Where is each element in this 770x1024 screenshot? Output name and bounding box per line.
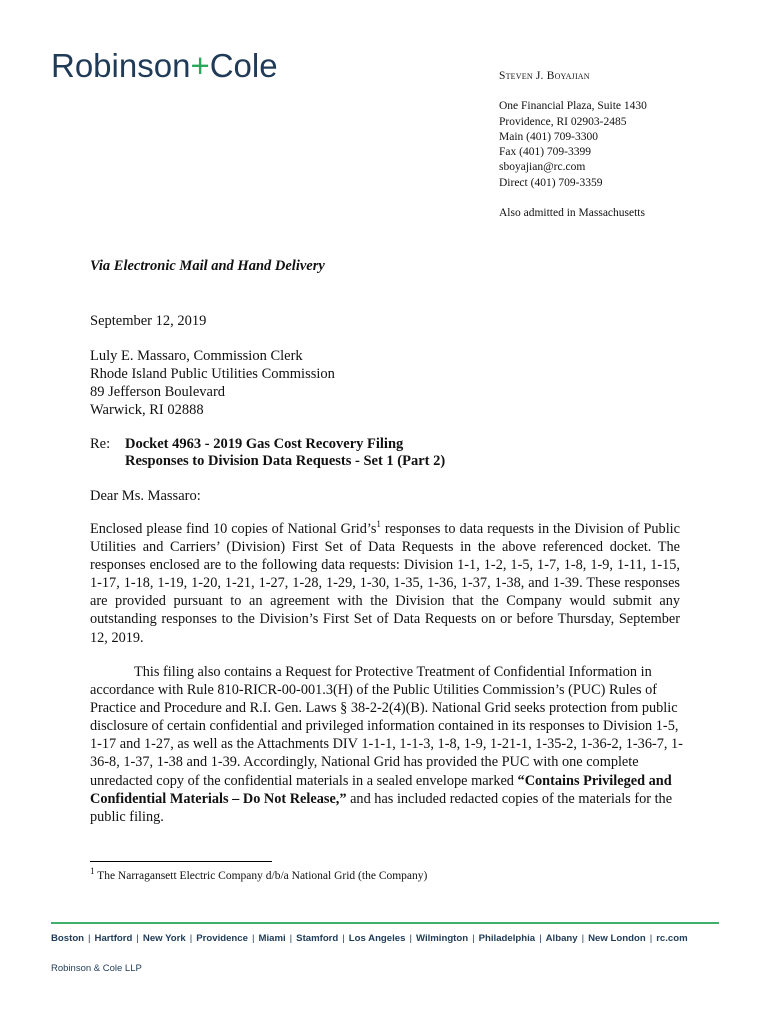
footnote <box>90 866 428 882</box>
recipient-address <box>90 347 335 419</box>
office-new-york: New York <box>142 933 186 944</box>
sender-main-phone: Main (401) 709-3300 <box>499 130 599 143</box>
re-docket: Docket 4963 - 2019 Gas Cost Recovery Filing <box>125 436 404 452</box>
footnote-mark: 1 <box>90 866 95 877</box>
firm-name-footer: Robinson & Cole LLP <box>51 963 142 974</box>
confidential-marking: “Contains Privileged and Confidential Materials – Do Not Release,” <box>90 772 672 807</box>
sender-address-line: One Financial Plaza, Suite 1430 <box>499 100 647 113</box>
logo-robinson: Robinson <box>51 47 191 84</box>
letter-date: September 12, 2019 <box>90 313 207 329</box>
logo-plus: + <box>190 47 210 84</box>
re-description: Responses to Division Data Requests - Set 1 (Part 2) <box>125 453 446 469</box>
office-boston: Boston <box>51 933 85 944</box>
office-miami: Miami <box>258 933 286 944</box>
office-wilmington: Wilmington <box>415 933 469 944</box>
footnote-ref: 1 <box>376 519 381 530</box>
logo-cole: Cole <box>209 47 278 84</box>
office-los-angeles: Los Angeles <box>348 933 406 944</box>
recipient-name: Luly E. Massaro, Commission Clerk <box>90 348 303 364</box>
office-new-london: New London <box>588 933 646 944</box>
office-providence: Providence <box>196 933 248 944</box>
recipient-org: Rhode Island Public Utilities Commission <box>90 366 335 382</box>
body-paragraph-2: This filing also contains a Request for Protective Treatment of Confidential Information in accordance with Rule 810-RICR-00-001.3(H) of the Public Utilities Commission’s (PUC) Rules of Practice and Procedure and R.I. Gen. Laws § 38-2-2(4)(B). National Grid seeks protection from public disclosure of certain confidential and privileged information contained in its responses to Division 1-5, 1-17 and 1-27, as well as the Attachments DIV 1-1-1, 1-1-3, 1-8, 1-9, 1-21-1, 1-35-2, 1-36-2, 1-36-7, 1-36-8, 1-37, 1-38 and 1-39. Accordingly, National Grid has provided the PUC with one complete unredacted copy of the confidential materials in a sealed envelope marked “Contains Privileged and Confidential Materials – Do Not Release,” and has included redacted copies of the materials for the public filing. <box>90 664 683 825</box>
sender-direct-phone: Direct (401) 709-3359 <box>499 176 603 189</box>
sender-email[interactable]: sboyajian@rc.com <box>499 161 586 174</box>
re-label: Re: <box>90 436 111 452</box>
sender-name: Steven J. Boyajian <box>499 70 590 82</box>
delivery-method: Via Electronic Mail and Hand Delivery <box>90 258 325 274</box>
recipient-street: 89 Jefferson Boulevard <box>90 384 226 400</box>
website-link[interactable]: rc.com <box>656 933 688 944</box>
footnote-text: The Narragansett Electric Company d/b/a National Grid (the Company) <box>94 870 428 882</box>
firm-logo <box>51 47 278 85</box>
body-paragraph-1: Enclosed please find 10 copies of National $Grid’s^1$ responses to data requests in the Division of Public Utilities and Carriers’ (Division) First Set of Data Requests in the above referenced docket. The responses enclosed are to the following data requests: Division 1-1, 1-2, 1-5, 1-7, 1-8, 1-9, 1-11, 1-15, 1-17, 1-18, 1-19, 1-20, 1-21, 1-27, 1-28, 1-29, 1-30, 1-35, 1-36, 1-37, 1-38, and 1-39. These responses are provided pursuant to an agreement with the Division that the Company would submit any outstanding responses to the Division’s First Set of Data Requests on or before Thursday, September 12, 2019. <box>90 519 680 646</box>
footnote-divider <box>90 861 272 862</box>
sender-city-line: Providence, RI 02903-2485 <box>499 115 627 128</box>
subject-line <box>90 436 445 470</box>
sender-block <box>499 69 647 221</box>
office-hartford: Hartford <box>94 933 133 944</box>
sender-fax: Fax (401) 709-3399 <box>499 146 591 159</box>
office-albany: Albany <box>545 933 578 944</box>
salutation: Dear Ms. Massaro: <box>90 488 201 504</box>
footer-divider <box>51 922 719 924</box>
sender-admitted: Also admitted in Massachusetts <box>499 207 645 220</box>
office-stamford: Stamford <box>296 933 339 944</box>
recipient-city: Warwick, RI 02888 <box>90 402 204 418</box>
footer-offices: Boston | Hartford | New York | Providence | Miami | Stamford | Los Angeles | Wilmington | Philadelphia | Albany | New London | rc.com <box>51 933 688 944</box>
office-philadelphia: Philadelphia <box>478 933 536 944</box>
